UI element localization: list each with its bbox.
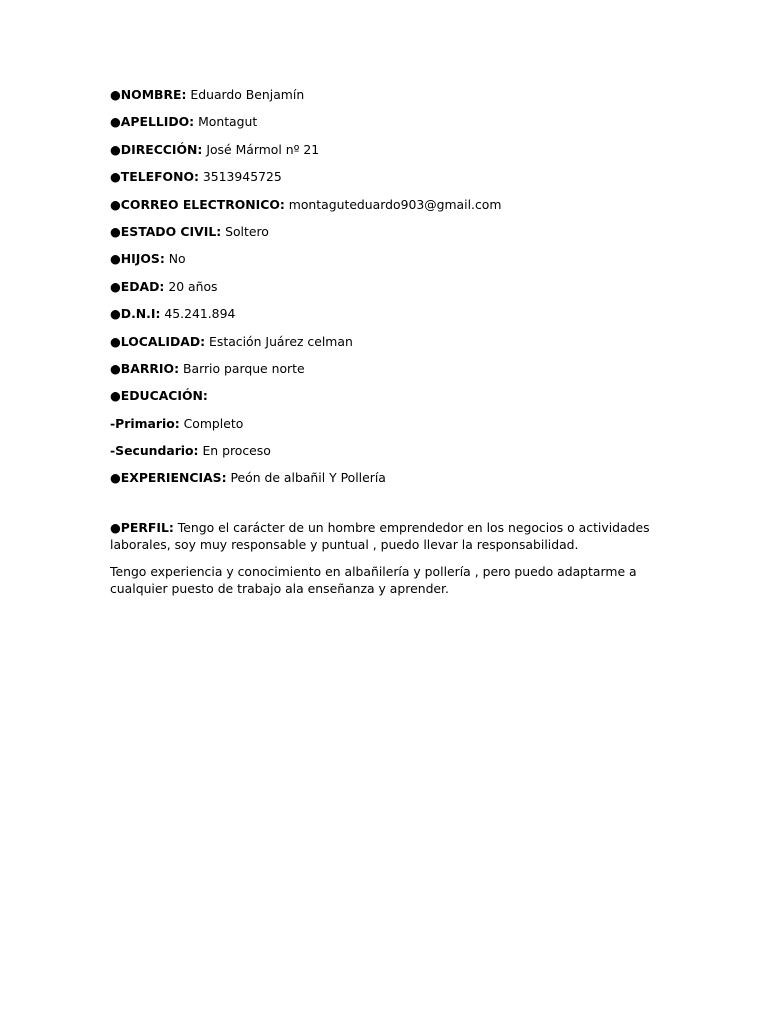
field-label: -Primario: [110,415,180,431]
field-correo [110,196,660,223]
field-primario [110,415,660,442]
field-dni [110,305,660,332]
field-value: Barrio parque norte [179,360,305,376]
field-label: ●APELLIDO: [110,114,195,130]
field-label: ●TELEFONO: [110,169,199,185]
field-value: 20 años [164,278,218,294]
field-value: 45.241.894 [160,306,236,322]
field-label: ●HIJOS: [110,251,165,267]
field-label: ●NOMBRE: [110,87,187,102]
field-apellido [110,113,660,140]
field-label: ●EXPERIENCIAS: [110,470,227,486]
field-value: Completo [179,415,244,431]
field-telefono [110,168,660,195]
field-label: ●EDAD: [110,278,165,294]
field-value: Peón de albañil Y Pollería [226,470,386,486]
field-experiencias [110,469,660,496]
field-nombre [110,86,660,113]
field-hijos [110,250,660,277]
field-label: ●ESTADO CIVIL: [110,223,222,239]
field-label: ●DIRECCIÓN: [110,141,203,157]
spacer [110,497,660,519]
field-estado-civil [110,223,660,250]
field-value: Soltero [221,223,269,239]
field-label: ●CORREO ELECTRONICO: [110,196,285,212]
perfil-text: Tengo el carácter de un hombre emprendedor en los negocios o actividades laborales, soy muy responsable y puntual , puedo llevar la responsabilidad. [110,519,650,553]
field-localidad [110,333,660,360]
perfil-paragraph [110,519,660,554]
field-label: ●EDUCACIÓN: [110,388,208,404]
field-value: Eduardo Benjamín [186,87,305,102]
field-value: En proceso [198,443,271,459]
field-label: ●BARRIO: [110,360,180,376]
field-edad [110,278,660,305]
field-label: -Secundario: [110,443,199,459]
field-value: montaguteduardo903@gmail.com [284,196,502,212]
document-page [110,86,660,607]
field-barrio [110,360,660,387]
field-label: ●LOCALIDAD: [110,333,206,349]
extra-paragraph: Tengo experiencia y conocimiento en albañilería y pollería , pero puedo adaptarme a cualquier puesto de trabajo ala enseñanza y aprender. [110,563,637,597]
field-direccion [110,141,660,168]
perfil-label: ●PERFIL: [110,519,174,535]
field-value: No [164,251,186,267]
field-educacion [110,387,660,414]
field-value: Montagut [194,114,258,130]
field-secundario [110,442,660,469]
field-value: Estación Juárez celman [205,333,353,349]
field-value: José Mármol nº 21 [202,141,320,157]
field-value: 3513945725 [198,169,282,185]
field-label: ●D.N.I: [110,306,161,322]
